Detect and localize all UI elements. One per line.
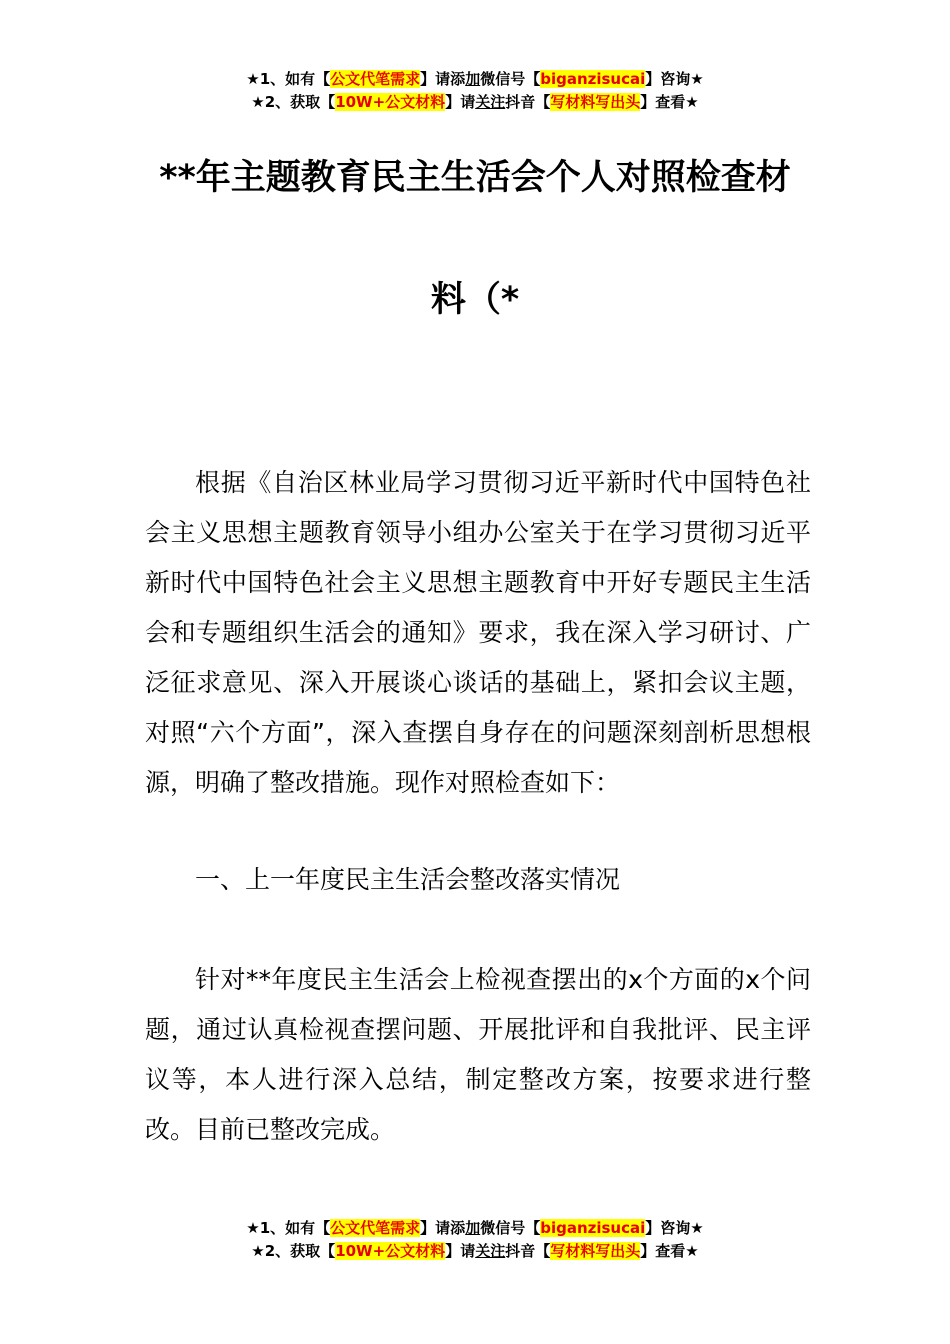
- banner-text: 】咨询★: [645, 70, 704, 88]
- banner-text: 】请: [445, 1242, 476, 1260]
- banner-text: ★2、获取【: [251, 1242, 336, 1260]
- banner-text: 】请: [445, 93, 476, 111]
- banner-highlight: 10W+公文材料: [335, 93, 446, 111]
- banner-text: 】请添: [420, 70, 466, 88]
- banner-highlight: 公文代笔需求: [330, 1219, 421, 1237]
- banner-text: ★1、如有【: [246, 1219, 331, 1237]
- banner-highlight: biganzisucai: [540, 1219, 646, 1237]
- banner-text: 】查看★: [640, 1242, 699, 1260]
- banner-text: 】请添: [420, 1219, 466, 1237]
- banner-highlight: 写材料写出头: [550, 93, 641, 111]
- banner-emphasis: 关注: [475, 93, 506, 111]
- banner-highlight: 10W+公文材料: [335, 1242, 446, 1260]
- banner-text: ★1、如有【: [246, 70, 331, 88]
- header-banner: [0, 68, 950, 114]
- banner-highlight: 公文代笔需求: [330, 70, 421, 88]
- banner-text: 微信号【: [480, 70, 541, 88]
- banner-emphasis: 加: [465, 1219, 481, 1237]
- banner-emphasis: 关注: [475, 1242, 506, 1260]
- banner-line-2: [0, 91, 950, 114]
- banner-emphasis: 加: [465, 70, 481, 88]
- banner-text: 】咨询★: [645, 1219, 704, 1237]
- banner-highlight: biganzisucai: [540, 70, 646, 88]
- document-title-line-1: **年主题教育民主生活会个人对照检查材: [159, 158, 791, 198]
- banner-text: ★2、获取【: [251, 93, 336, 111]
- banner-text: 抖音【: [505, 1242, 551, 1260]
- banner-text: 】查看★: [640, 93, 699, 111]
- body-paragraph-intro: 根据《自治区林业局学习贯彻习近平新时代中国特色社会主义思想主题教育领导小组办公室关于在学习贯彻习近平新时代中国特色社会主义思想主题教育中开好专题民主生活会和专题组织生活会的通知》要求，我在深入学习研讨、广泛征求意见、深入开展谈心谈话的基础上，紧扣会议主题，对照“六个方面”，深入查摆自身存在的问题深刻剖析思想根源，明确了整改措施。现作对照检查如下：: [145, 468, 811, 797]
- section-heading-1: 一、上一年度民主生活会整改落实情况: [195, 865, 621, 894]
- banner-line-2: [0, 1240, 950, 1263]
- banner-text: 微信号【: [480, 1219, 541, 1237]
- banner-line-1: [0, 68, 950, 91]
- document-title-line-2: 料（*: [430, 280, 520, 320]
- footer-banner: [0, 1217, 950, 1263]
- banner-highlight: 写材料写出头: [550, 1242, 641, 1260]
- banner-text: 抖音【: [505, 93, 551, 111]
- banner-line-1: [0, 1217, 950, 1240]
- body-paragraph-section-1: 针对**年度民主生活会上检视查摆出的x个方面的x个问题，通过认真检视查摆问题、开展批评和自我批评、民主评议等，本人进行深入总结，制定整改方案，按要求进行整改。目前已整改完成。: [145, 965, 811, 1144]
